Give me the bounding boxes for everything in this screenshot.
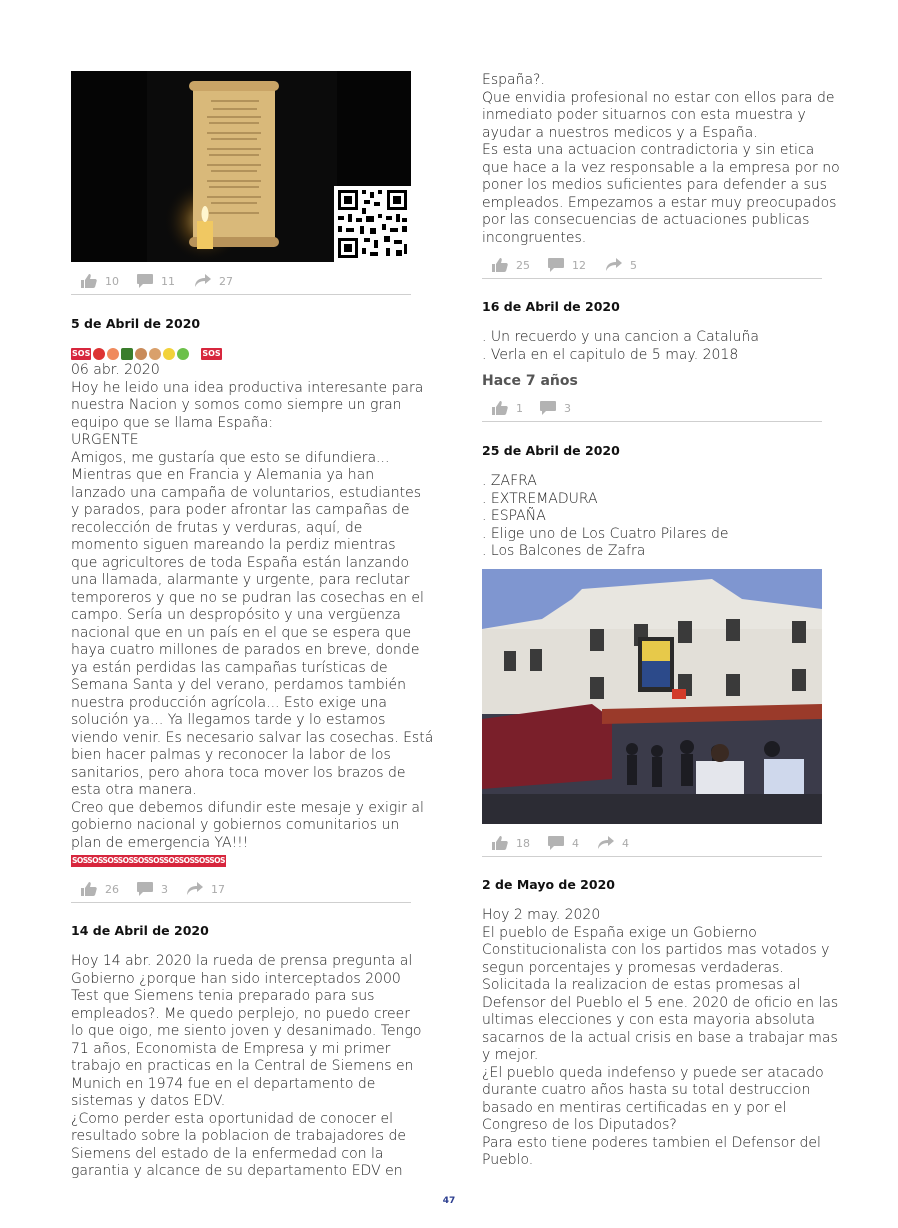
text-line: España?. (482, 72, 545, 88)
text-line: . Un recuerdo y una cancion a Cataluña (482, 329, 759, 345)
text-line: . Verla en el capitulo de 5 may. 2018 (482, 346, 739, 363)
text-line: nuestra producción agrícola... Esto exige una (71, 694, 387, 711)
text-line: Para esto tiene poderes tambien el Defensor del (482, 1134, 821, 1151)
comment-icon (137, 274, 153, 288)
like-count: 1 (516, 401, 523, 415)
text-line: Congreso de los Diputados? (482, 1117, 677, 1133)
like-action[interactable] (81, 882, 119, 896)
text-line: poner los medios suficientes para defender a sus (482, 177, 827, 193)
text-line: resultado sobre la poblacion de trabajadores de (71, 1128, 407, 1144)
like-action[interactable] (492, 258, 530, 272)
tractor-icon (121, 348, 133, 360)
text-line: . Elige uno de Los Cuatro Pilares de (482, 525, 729, 542)
text-line: ya están perdidas las campañas turísticas de (71, 659, 388, 676)
text-line: sacarnos de la actual crisis en base a trabajar mas (482, 1029, 838, 1046)
post-stats (482, 836, 822, 857)
farmer-woman-icon (149, 348, 161, 360)
text-line: Pueblo. (482, 1152, 534, 1168)
text-line: esta otra manera. (71, 782, 197, 798)
text-line: nacional que en un país en el que se espera que (71, 624, 412, 641)
share-action[interactable] (187, 882, 225, 896)
text-line: plan de emergencia YA!!! (71, 834, 249, 851)
share-action[interactable] (598, 836, 629, 850)
text-line: ¿Como perder esta oportunidad de conocer el (71, 1110, 394, 1127)
text-line: El pueblo de España exige un Gobierno (482, 924, 757, 941)
comment-action[interactable] (137, 274, 175, 288)
text-line: URGENTE (71, 432, 139, 448)
text-line: lo que oigo, me siento joven y desanimado. Tengo (71, 1023, 422, 1039)
post-body (482, 329, 759, 364)
post-body (71, 362, 433, 852)
comment-icon (540, 401, 556, 415)
like-action[interactable] (492, 836, 530, 850)
text-line: y mejor. (482, 1047, 539, 1063)
comment-action[interactable] (548, 836, 579, 850)
post-date: 16 de Abril de 2020 (482, 299, 620, 314)
comment-action[interactable] (548, 258, 586, 272)
comment-action[interactable] (137, 882, 168, 896)
text-line: . EXTREMADURA (482, 490, 598, 507)
post-stats (71, 882, 411, 903)
text-line: por las consecuencias de actuaciones publicas (482, 212, 810, 228)
text-line: . Los Balcones de Zafra (482, 543, 646, 559)
text-line: momento siguen mareando la perdiz mientras (71, 537, 396, 553)
text-line: Munich en 1974 fue en el departamento de (71, 1075, 376, 1092)
text-line: Es esta una actuacion contradictoria y sin etica (482, 142, 815, 158)
text-line: Hoy he leido una idea productiva interesante para (71, 379, 424, 396)
share-count: 27 (219, 274, 233, 288)
text-line: garantia y alcance de su departamento EDV en (71, 1163, 403, 1179)
text-line: segun porcentajes y promesas verdaderas. (482, 959, 784, 976)
share-count: 5 (630, 258, 637, 272)
text-line: lanzado una campaña de voluntarios, estudiantes (71, 484, 422, 501)
text-line: empleados?. Me quedo perplejo, no puedo creer (71, 1005, 411, 1022)
comment-count: 4 (572, 836, 579, 850)
like-count: 18 (516, 836, 530, 850)
share-count: 17 (211, 882, 225, 896)
comment-count: 3 (161, 882, 168, 896)
text-line: Creo que debemos difundir este mesaje y exigir al (71, 799, 424, 816)
comment-icon (548, 836, 564, 850)
lemon-icon (163, 348, 175, 360)
comment-count: 12 (572, 258, 586, 272)
post-body (482, 907, 838, 1170)
text-line: Amigos, me gustaría que esto se difundiera... (71, 449, 390, 466)
text-line: incongruentes. (482, 229, 587, 246)
text-line: ayudar a nuestros medicos y a España. (482, 124, 758, 141)
like-count: 25 (516, 258, 530, 272)
comment-icon (548, 258, 564, 272)
sos-icon: SOS (202, 349, 221, 358)
like-action[interactable] (81, 274, 119, 288)
text-line: empleados. Empezamos a estar muy preocupados (482, 194, 837, 211)
text-line: recolección de frutas y verduras, aquí, de (71, 519, 363, 536)
thumbs-up-icon (81, 274, 97, 288)
share-icon (606, 258, 622, 272)
text-line: Hoy 2 may. 2020 (482, 907, 601, 923)
thumbs-up-icon (492, 401, 508, 415)
text-line: una llamada, alarmante y urgente, para reclutar (71, 572, 410, 588)
thumbs-up-icon (492, 258, 508, 272)
like-count: 26 (105, 882, 119, 896)
text-line: haya cuatro millones de parados en breve, donde (71, 642, 420, 658)
text-line: 06 abr. 2020 (71, 362, 160, 378)
text-line: Mientras que en Francia y Alemania ya han (71, 467, 375, 483)
share-count: 4 (622, 836, 629, 850)
post-date: 14 de Abril de 2020 (71, 923, 209, 938)
comment-count: 3 (564, 401, 571, 415)
text-line: y parados, para poder afrontar las campañas de (71, 502, 410, 518)
text-line: temporeros y que no se pudran las cosechas en el (71, 589, 424, 606)
text-line: Test que Siemens tenia preparado para sus (71, 988, 375, 1004)
text-line: . ZAFRA (482, 473, 537, 489)
text-line: Defensor del Pueblo el 5 ene. 2020 de oficio en las (482, 994, 839, 1011)
post-date: 25 de Abril de 2020 (482, 443, 620, 458)
sos-strip: SOSSOSSOSSOSSOSSOSSOSSOSSOSSOS (72, 856, 225, 865)
share-icon (187, 882, 203, 896)
text-line: . ESPAÑA (482, 508, 546, 524)
text-line: basado en mentiras certificadas en y por el (482, 1099, 787, 1116)
text-line: que hace a la vez responsable a la empresa por no (482, 159, 840, 176)
text-line: Hoy 14 abr. 2020 la rueda de prensa pregunta al (71, 953, 413, 969)
text-line: Gobierno ¿porque han sido interceptados 2000 (71, 970, 401, 987)
text-line: viendo venir. Es necesario salvar las cosechas. Está (71, 729, 434, 746)
page-number: 47 (442, 1196, 456, 1206)
post-body (482, 473, 729, 561)
text-line: trabajo en practicas en la Central de Siemens en (71, 1058, 414, 1074)
share-action[interactable] (606, 258, 637, 272)
like-count: 10 (105, 274, 119, 288)
sos-icon: SOS (72, 349, 91, 358)
green-apple-icon (177, 348, 189, 360)
qr-code[interactable] (334, 186, 411, 262)
text-line: que agricultores de toda España están lanzando (71, 554, 410, 571)
text-line: solución ya... Ya llegamos tarde y lo estamos (71, 712, 386, 728)
text-line: durante cuatro años hasta su total destruccion (482, 1082, 811, 1098)
text-line: ultimas elecciones y con esta mayoria absoluta (482, 1012, 815, 1028)
text-line: inmediato poder situarnos con esta muestra y (482, 107, 806, 123)
share-action[interactable] (195, 274, 233, 288)
text-line: campo. Sería un despropósito y una vergüenza (71, 607, 401, 623)
share-icon (598, 836, 614, 850)
like-action[interactable] (492, 401, 523, 415)
text-line: 71 años, Economista de Empresa y mi primer (71, 1040, 391, 1057)
thumbs-up-icon (81, 882, 97, 896)
post-stats (482, 258, 822, 279)
share-icon (195, 274, 211, 288)
post-stats (71, 274, 411, 295)
farmer-icon (135, 348, 147, 360)
text-line: ¿El pueblo queda indefenso y puede ser atacado (482, 1064, 824, 1081)
comment-count: 11 (161, 274, 175, 288)
post-date: 5 de Abril de 2020 (71, 316, 201, 331)
text-line: Que envidia profesional no estar con ellos para de (482, 89, 835, 106)
emoji-row (71, 347, 222, 361)
text-line: sistemas y datos EDV. (71, 1093, 226, 1109)
post-date: 2 de Mayo de 2020 (482, 877, 615, 892)
zafra-plaza-photo[interactable] (482, 569, 822, 824)
time-ago: Hace 7 años (482, 373, 578, 389)
text-line: nuestra Nacion y somos como siempre un gran (71, 397, 402, 413)
thumbs-up-icon (492, 836, 508, 850)
text-line: Siemens del estado de la enfermedad con la (71, 1145, 384, 1162)
comment-action[interactable] (540, 401, 571, 415)
text-line: Constitucionalista con los partidos mas votados y (482, 942, 830, 958)
text-line: equipo que se llama España: (71, 414, 274, 431)
post-body-continued (482, 72, 840, 247)
strawberry-icon (93, 348, 105, 360)
zafra-plaza-illustration (482, 569, 822, 824)
post-body (71, 953, 421, 1181)
text-line: bien hacer palmas y reconocer la labor de los (71, 747, 391, 763)
text-line: Semana Santa y del verano, perdamos también (71, 677, 407, 693)
scroll-candle-image[interactable] (71, 71, 411, 262)
text-line: Solicitada la realizacion de estas promesas al (482, 977, 801, 993)
text-line: gobierno nacional y gobiernos comunitarios un (71, 817, 400, 833)
text-line: sanitarios, pero ahora toca mover los brazos de (71, 764, 406, 781)
post-stats (482, 401, 822, 422)
comment-icon (137, 882, 153, 896)
peach-icon (107, 348, 119, 360)
